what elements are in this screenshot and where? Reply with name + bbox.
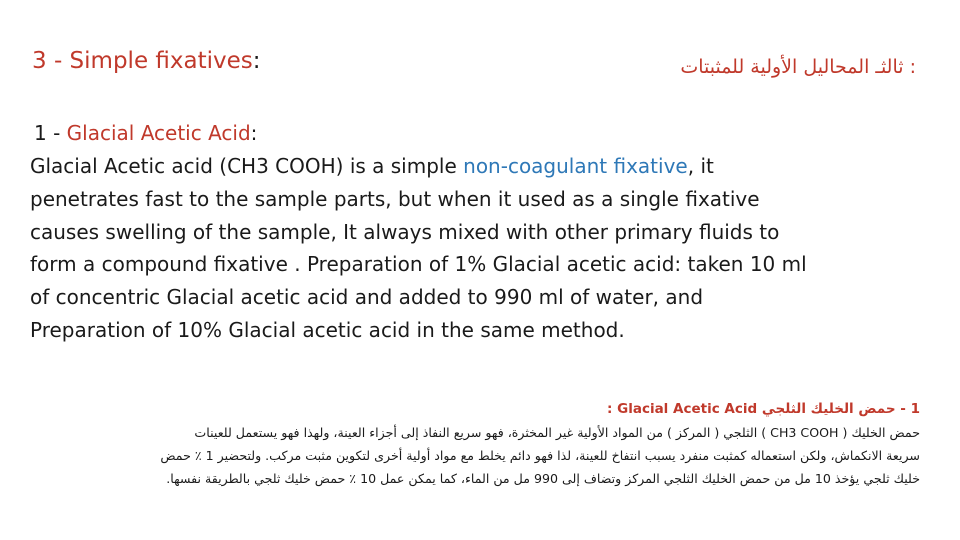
title-colon: : [252,48,261,74]
english-paragraph [30,150,940,347]
arabic-paragraph [30,398,920,490]
paragraph-line [30,150,940,183]
line-text: Glacial Acetic acid (CH3 COOH) is a simple [30,154,464,178]
arabic-line: حمض الخليك ( CH3 COOH ) الثلجي ( المركز ) من المواد الأولية غير المخثرة، فهو سريع النفاذ إلى أجزاء العينة، ولهذا فهو يستعمل للعينات [194,425,920,440]
paragraph-line: penetrates fast to the sample parts, but when it used as a single fixative [30,186,760,211]
section-colon: : [250,121,258,145]
slide-title-arabic: : ثالثـ المحاليل الأولية للمثبتات [680,56,916,78]
arabic-heading: 1 - حمض الخليك الثلجي Glacial Acetic Acid : [607,401,920,417]
arabic-line: سريعة الانكماش، ولكن استعماله كمثبت منفرد يسبب انتفاخ للعينة، لذا فهو دائم يخلط مع مواد أولية أخرى لتكوين مثبت مركب. ولتحضير 1 ٪ حمض [160,448,920,463]
line-text: , it [687,154,714,178]
arabic-line: خليك ثلجي يؤخذ 10 مل من حمض الخليك الثلجي المركز وتضاف إلى 990 مل من الماء، كما يمكن عمل 10 ٪ حمض خليك ثلجي بالطريقة نفسها. [166,471,920,486]
paragraph-line: causes swelling of the sample, It always mixed with other primary fluids to [30,219,780,244]
highlighted-term: non-coagulant fixative [463,154,688,178]
paragraph-line: of concentric Glacial acetic acid and added to 990 ml of water, and [30,285,704,310]
section-heading [34,121,257,145]
slide-title-english [32,48,261,74]
title-text: 3 - Simple fixatives [32,48,253,74]
paragraph-line: form a compound fixative . Preparation of 1% Glacial acetic acid: taken 10 ml [30,252,807,277]
section-label: Glacial Acetic Acid [66,121,251,145]
paragraph-line: Preparation of 10% Glacial acetic acid in the same method. [30,317,625,342]
section-number: 1 - [34,121,67,145]
